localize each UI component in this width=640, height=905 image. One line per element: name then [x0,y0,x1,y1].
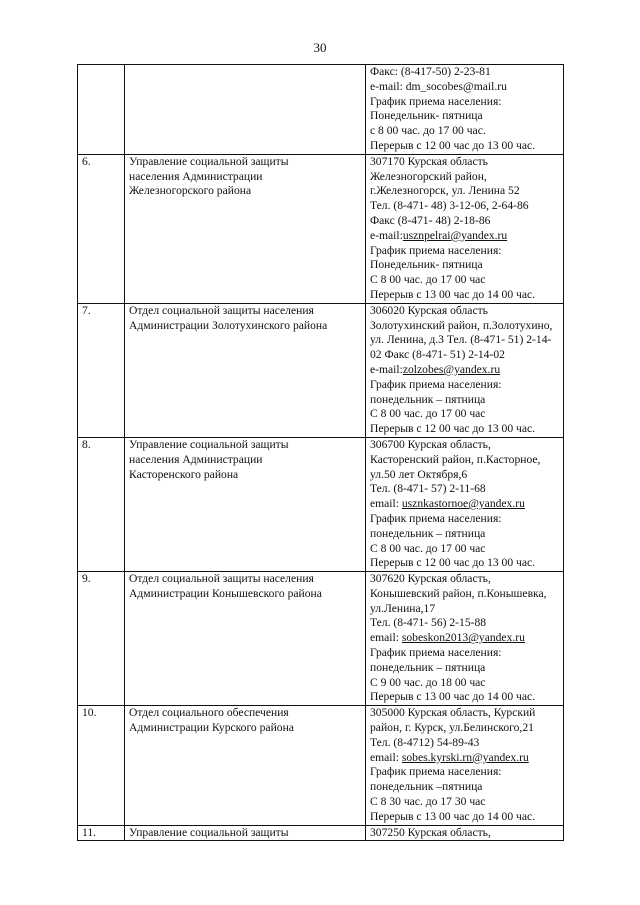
organization-name-line: населения Администрации [129,452,263,466]
contact-info [366,572,564,706]
contact-line: Тел. (8-471- 56) 2-15-88 [370,616,487,630]
organization-name [125,437,366,571]
contact-line: Понедельник- пятница [370,109,483,123]
contact-info [366,303,564,437]
contact-info [366,825,564,841]
contact-line: С 8 30 час. до 17 30 час [370,795,486,809]
contact-line: 307620 Курская область, [370,572,491,586]
contact-line: понедельник – пятница [370,392,486,406]
organization-name-line: Администрации Конышевского района [129,586,322,600]
contact-info [366,706,564,825]
contact-line: С 9 00 час. до 18 00 час [370,675,486,689]
contact-line: График приема населения: [370,765,502,779]
row-number: 8. [78,437,125,571]
contact-line: понедельник – пятница [370,660,486,674]
contact-line: 307170 Курская область [370,154,488,168]
contact-line: Перерыв с 12 00 час до 13 00 час. [370,422,536,436]
contact-line: Касторенский район, п.Касторное, [370,452,541,466]
contact-line: ул.50 лет Октября,6 [370,467,468,481]
contact-line: Конышевский район, п.Конышевка, [370,586,547,600]
email-address: sobes.kyrski.rn@yandex.ru [401,750,529,764]
contact-line: Тел. (8-471- 48) 3-12-06, 2-64-86 [370,199,529,213]
contact-line: Факс: (8-417-50) 2-23-81 [370,65,491,78]
contact-line: ул.Ленина,17 [370,601,436,615]
contact-line: 02 Факс (8-471- 51) 2-14-02 [370,348,505,362]
contact-line: Тел. (8-4712) 54-89-43 [370,735,480,749]
email-line: e-mail:zolzobes@yandex.ru [370,362,501,376]
contact-line: e-mail: dm_socobes@mail.ru [370,79,507,93]
row-number: 11. [78,825,125,841]
contact-line: С 8 00 час. до 17 00 час [370,407,486,421]
organization-name-line: Касторенского района [129,467,239,481]
contact-line: Перерыв с 13 00 час до 14 00 час. [370,809,536,823]
contact-line: понедельник – пятница [370,526,486,540]
table-row [78,154,564,303]
table-row [78,572,564,706]
organization-name-line: Управление социальной защиты [129,154,289,168]
email-line: email: usznkastornoe@yandex.ru [370,497,525,511]
contact-line: 305000 Курская область, Курский [370,706,536,720]
table-row [78,706,564,825]
page-number: 30 [313,40,327,55]
organization-name-line: Управление социальной защиты [129,825,289,839]
table-row [78,825,564,841]
contact-line: Перерыв с 12 00 час до 13 00 час. [370,138,536,152]
organization-name-line: Отдел социальной защиты населения [129,572,314,586]
table-body [78,65,564,841]
contact-line: 307250 Курская область, [370,825,491,839]
contact-line: График приема населения: [370,511,502,525]
contact-line: График приема населения: [370,377,502,391]
organization-name [125,706,366,825]
contact-line: С 8 00 час. до 17 00 час [370,541,486,555]
organization-name [125,572,366,706]
organization-name-line: Отдел социальной защиты населения [129,303,314,317]
organization-name [125,303,366,437]
organization-name [125,65,366,155]
email-address: usznpelrai@yandex.ru [402,228,508,242]
email-address: sobeskon2013@yandex.ru [401,631,525,645]
organization-name-line: населения Администрации [129,169,263,183]
contact-line: Железногорский район, [370,169,487,183]
email-line: email: sobeskon2013@yandex.ru [370,631,525,645]
contact-info [366,154,564,303]
row-number [78,65,125,155]
contact-info [366,437,564,571]
contact-line: Перерыв с 13 00 час до 14 00 час. [370,690,536,704]
organization-name [125,154,366,303]
organization-name-line: Отдел социального обеспечения [129,706,289,720]
row-number: 10. [78,706,125,825]
contact-line: Перерыв с 12 00 час до 13 00 час. [370,556,536,570]
contact-line: График приема населения: [370,646,502,660]
contact-line: понедельник –пятница [370,780,483,794]
row-number: 9. [78,572,125,706]
contact-line: г.Железногорск, ул. Ленина 52 [370,184,520,198]
contact-line: 306020 Курская область [370,303,488,317]
contact-line: Перерыв с 13 00 час до 14 00 час. [370,287,536,301]
organization-name-line: Управление социальной защиты [129,437,289,451]
contact-line: Понедельник- пятница [370,258,483,272]
organization-name [125,825,366,841]
organization-name-line: Железногорского района [129,184,252,198]
contact-line: График приема населения: [370,243,502,257]
table-row [78,437,564,571]
row-number: 7. [78,303,125,437]
organization-name-line: Администрации Курского района [129,721,294,735]
contact-line: Тел. (8-471- 57) 2-11-68 [370,482,486,496]
table-row [78,65,564,155]
contact-line: График приема населения: [370,94,502,108]
row-number: 6. [78,154,125,303]
contact-line: Золотухинский район, п.Золотухино, [370,318,553,332]
email-line: e-mail:usznpelrai@yandex.ru [370,228,508,242]
contact-line: с 8 00 час. до 17 00 час. [370,124,486,138]
contact-line: С 8 00 час. до 17 00 час [370,273,486,287]
contact-line: Факс (8-471- 48) 2-18-86 [370,213,491,227]
email-address: zolzobes@yandex.ru [402,362,501,376]
contact-line: район, г. Курск, ул.Белинского,21 [370,721,534,735]
contact-line: 306700 Курская область, [370,437,491,451]
contact-info [366,65,564,155]
email-line: email: sobes.kyrski.rn@yandex.ru [370,750,529,764]
contact-line: ул. Ленина, д.3 Тел. (8-471- 51) 2-14- [370,333,552,347]
email-address: usznkastornoe@yandex.ru [401,497,525,511]
organization-name-line: Администрации Золотухинского района [129,318,328,332]
table-row [78,303,564,437]
social-protection-table [77,64,564,841]
